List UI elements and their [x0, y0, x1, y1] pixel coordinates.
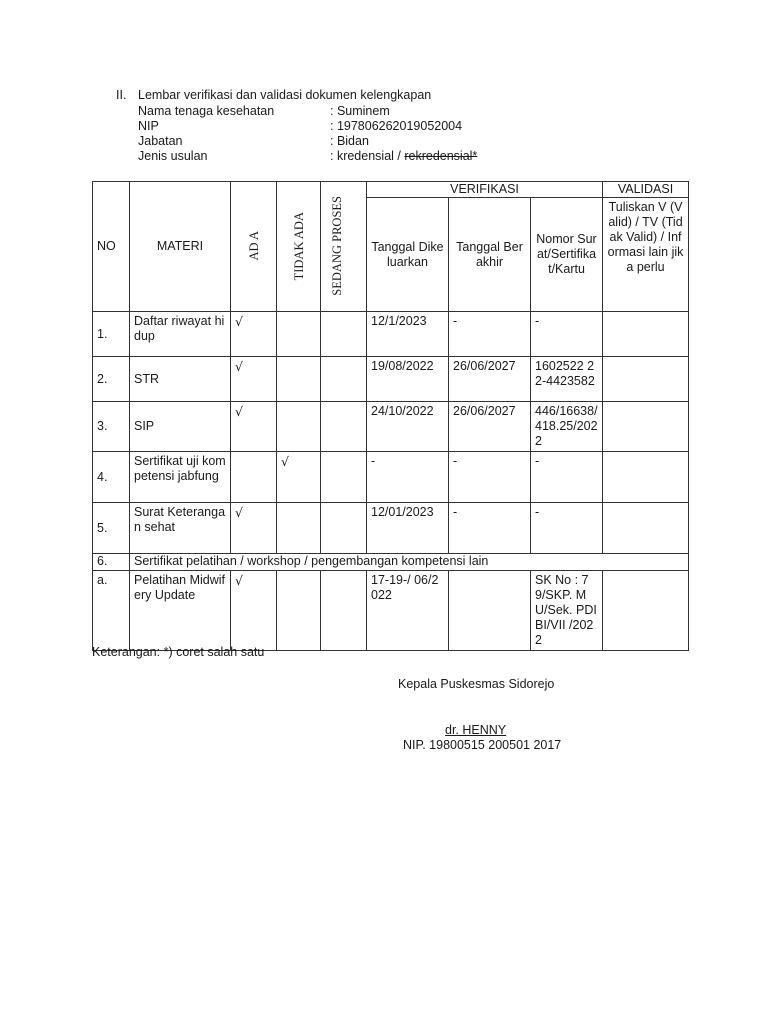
row-validasi [603, 402, 689, 452]
row-materi: Pelatihan Midwifery Update [130, 571, 231, 651]
row-ada: √ [231, 357, 277, 402]
header-validasi: VALIDASI [603, 182, 689, 198]
row-sedang [321, 312, 367, 357]
row-no: 2. [93, 357, 130, 402]
row-materi: Daftar riwayat hidup [130, 312, 231, 357]
section-6-no: 6. [93, 554, 130, 571]
row-nomor: 446/16638/418.25/2022 [531, 402, 603, 452]
row-tidak-ada [277, 357, 321, 402]
row-dikeluarkan: 19/08/2022 [367, 357, 449, 402]
table-row [93, 503, 689, 554]
row-no: a. [93, 571, 130, 651]
signature-nip: NIP. 19800515 200501 2017 [403, 738, 562, 752]
table-row [93, 571, 689, 651]
header-no: NO [93, 182, 130, 312]
jenis-usulan-struck: rekredensial* [404, 149, 478, 163]
header-sedang-proses: SEDANG PROSES [329, 196, 344, 296]
row-validasi [603, 571, 689, 651]
row-dikeluarkan: - [367, 452, 449, 503]
row-berakhir: 26/06/2027 [449, 402, 531, 452]
header-materi: MATERI [130, 182, 231, 312]
row-berakhir [449, 571, 531, 651]
row-sedang [321, 357, 367, 402]
table-row [93, 357, 689, 402]
row-no: 1. [93, 312, 130, 357]
table-row [93, 312, 689, 357]
row-tidak-ada: √ [277, 452, 321, 503]
row-tidak-ada [277, 312, 321, 357]
document-title: Lembar verifikasi dan validasi dokumen kelengkapan [138, 88, 432, 102]
field-label-jabatan: Jabatan [138, 134, 183, 148]
row-ada: √ [231, 402, 277, 452]
row-validasi [603, 452, 689, 503]
row-nomor: - [531, 452, 603, 503]
row-sedang [321, 571, 367, 651]
row-dikeluarkan: 12/1/2023 [367, 312, 449, 357]
section-number: II. [116, 88, 127, 102]
row-materi: SIP [130, 402, 231, 452]
signature-position: Kepala Puskesmas Sidorejo [398, 677, 555, 691]
row-nomor: - [531, 503, 603, 554]
row-sedang [321, 503, 367, 554]
row-materi: Surat Keterangan sehat [130, 503, 231, 554]
note-text: Keterangan: *) coret salah satu [92, 645, 265, 659]
row-ada: √ [231, 312, 277, 357]
row-no: 3. [93, 402, 130, 452]
row-berakhir: 26/06/2027 [449, 357, 531, 402]
row-nomor: - [531, 312, 603, 357]
signature-name: dr. HENNY [445, 723, 507, 737]
row-berakhir: - [449, 503, 531, 554]
header-verifikasi: VERIFIKASI [367, 182, 603, 198]
field-value-nip: : 197806262019052004 [330, 119, 463, 133]
header-validasi-note: Tuliskan V (Valid) / TV (Tidak Valid) / Informasi lain jika perlu [603, 198, 689, 312]
field-value-jabatan: : Bidan [330, 134, 369, 148]
header-tidak-ada-cell [277, 182, 321, 312]
field-value-jenis-usulan [330, 149, 477, 163]
row-ada: √ [231, 503, 277, 554]
row-dikeluarkan: 24/10/2022 [367, 402, 449, 452]
row-validasi [603, 312, 689, 357]
header-ada: AD A [246, 231, 261, 261]
header-tidak-ada: TIDAK ADA [291, 211, 306, 281]
field-value-nama: : Suminem [330, 104, 390, 118]
row-nomor: 1602522 22-4423582 [531, 357, 603, 402]
row-dikeluarkan: 17-19-/ 06/2022 [367, 571, 449, 651]
section-row [93, 554, 689, 571]
row-dikeluarkan: 12/01/2023 [367, 503, 449, 554]
row-tidak-ada [277, 402, 321, 452]
row-sedang [321, 402, 367, 452]
row-materi: Sertifikat uji kompetensi jabfung [130, 452, 231, 503]
field-label-jenis-usulan: Jenis usulan [138, 149, 208, 163]
row-berakhir: - [449, 312, 531, 357]
row-nomor: SK No : 79/SKP. MU/Sek. PDIBI/VII /2022 [531, 571, 603, 651]
verification-table [92, 181, 689, 651]
row-tidak-ada [277, 503, 321, 554]
row-validasi [603, 357, 689, 402]
row-sedang [321, 452, 367, 503]
row-materi: STR [130, 357, 231, 402]
header-tanggal-berakhir: Tanggal Berakhir [449, 198, 531, 312]
field-label-nip: NIP [138, 119, 159, 133]
header-ada-cell [231, 182, 277, 312]
row-no: 5. [93, 503, 130, 554]
row-no: 4. [93, 452, 130, 503]
section-6-text: Sertifikat pelatihan / workshop / pengembangan kompetensi lain [130, 554, 689, 571]
header-sedang-proses-cell [321, 182, 367, 312]
table-row [93, 402, 689, 452]
header-nomor: Nomor Surat/Sertifikat/Kartu [531, 198, 603, 312]
header-tanggal-dikeluarkan: Tanggal Dikeluarkan [367, 198, 449, 312]
table-row [93, 452, 689, 503]
row-validasi [603, 503, 689, 554]
jenis-usulan-prefix: : kredensial / [330, 149, 405, 163]
row-ada [231, 452, 277, 503]
field-label-nama: Nama tenaga kesehatan [138, 104, 275, 118]
row-tidak-ada [277, 571, 321, 651]
row-ada: √ [231, 571, 277, 651]
row-berakhir: - [449, 452, 531, 503]
